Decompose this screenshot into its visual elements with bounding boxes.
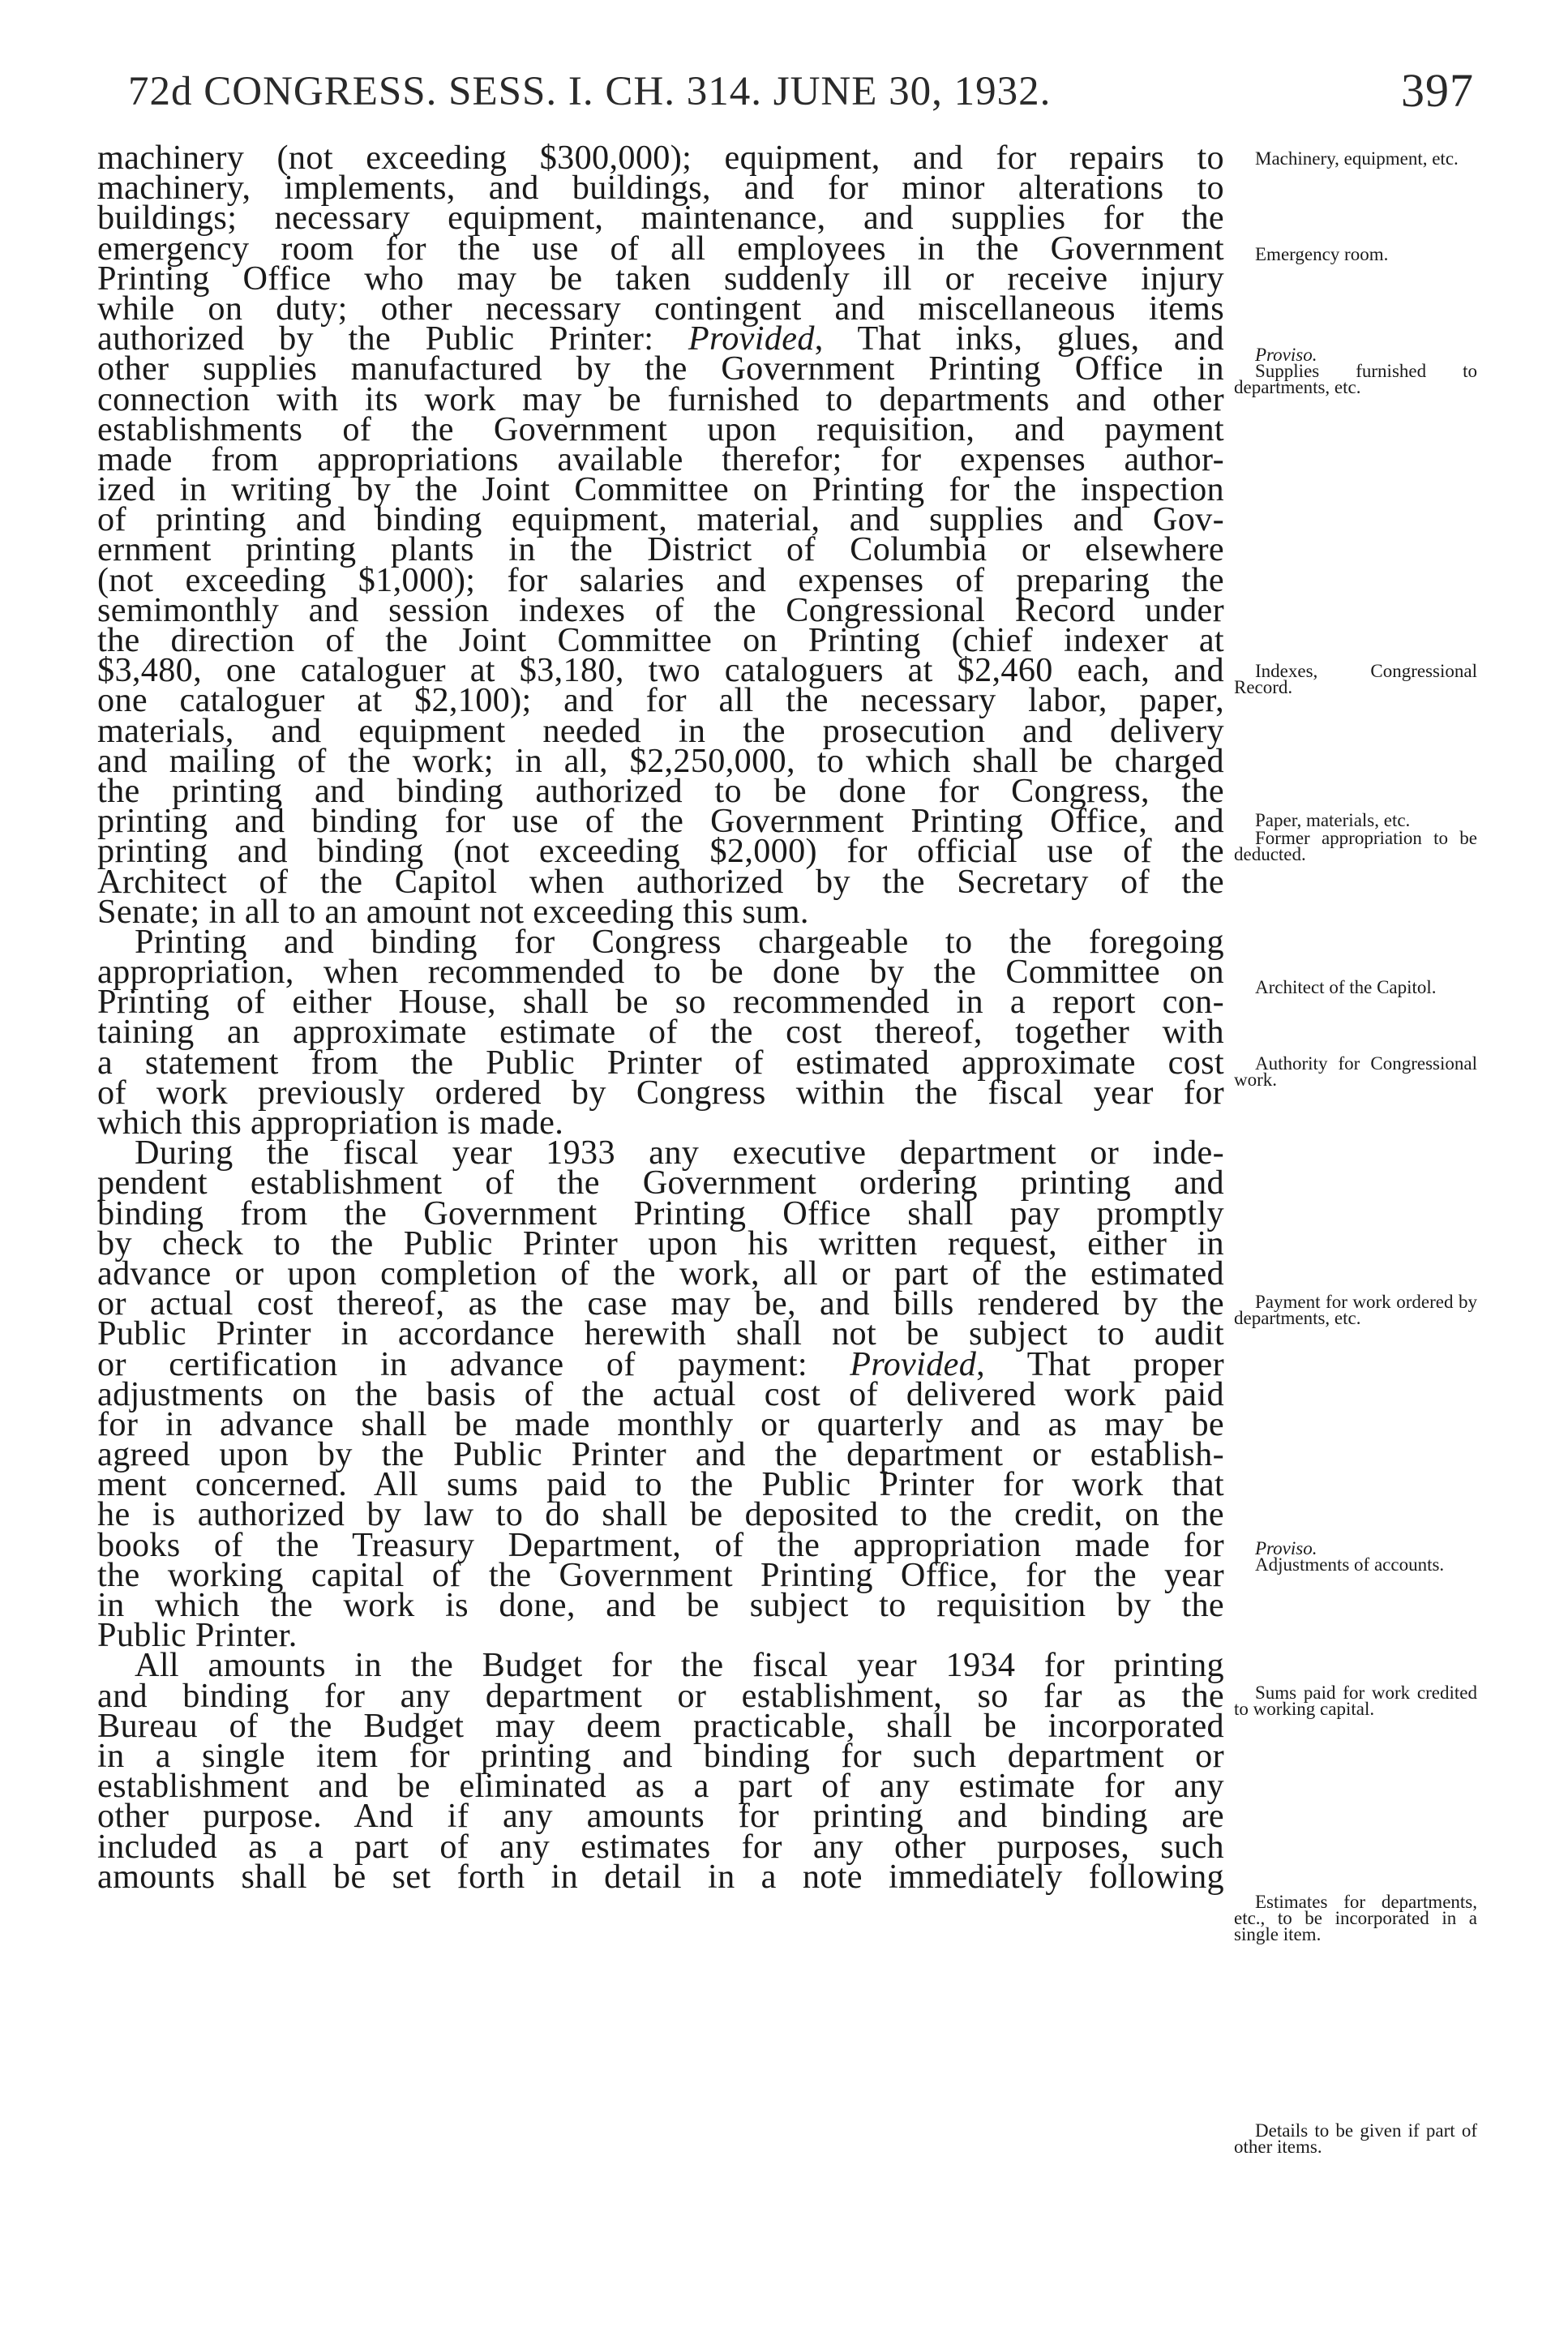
- provided-word: Provided: [688, 319, 815, 358]
- body-text: [97, 139, 1225, 1896]
- provided-word: Provided: [850, 1344, 977, 1383]
- margin-note: [1234, 977, 1477, 997]
- margin-note: [1234, 148, 1477, 169]
- margin-note-text: Details to be given if part of other items.: [1234, 2120, 1477, 2157]
- text-line: machinery, implements, and buildings, and for minor alterations to: [97, 169, 1224, 208]
- text-line: other purpose. And if any amounts for printing and binding are: [97, 1797, 1224, 1836]
- text-line: a statement from the Public Printer of estimated approximate cost: [97, 1043, 1224, 1082]
- margin-note: [1234, 347, 1477, 396]
- text-line: while on duty; other necessary contingent and miscellaneous items: [97, 289, 1224, 328]
- text-line: Printing of either House, shall be so recommended in a report con-: [97, 983, 1224, 1022]
- text-line: Printing and binding for Congress chargeable to the foregoing: [135, 922, 1224, 961]
- text-line: in a single item for printing and binding for such department or: [97, 1736, 1224, 1775]
- margin-note-text: Supplies furnished to departments, etc.: [1234, 361, 1477, 397]
- page-number: 397: [1401, 64, 1474, 117]
- text-line: binding from the Government Printing Office shall pay promptly: [97, 1194, 1224, 1232]
- text-line: of work previously ordered by Congress within the fiscal year for: [97, 1073, 1224, 1112]
- text-line: included as a part of any estimates for any other purposes, such: [97, 1827, 1224, 1866]
- text-line: Architect of the Capitol when authorized by the Secretary of the: [97, 862, 1224, 901]
- margin-note-text: Former appropriation to be deducted.: [1234, 828, 1477, 864]
- text-line: taining an approximate estimate of the cost thereof, together with: [97, 1013, 1224, 1052]
- text-line: for in advance shall be made monthly or quarterly and as may be: [97, 1404, 1224, 1443]
- text-segment: , That proper: [976, 1344, 1224, 1383]
- margin-note: [1234, 1538, 1477, 1575]
- text-line: Printing Office who may be taken suddenly ill or receive injury: [97, 259, 1224, 298]
- margin-note: [1234, 1894, 1477, 1943]
- text-line: adjustments on the basis of the actual cost of delivered work paid: [97, 1374, 1224, 1413]
- margin-note: [1234, 812, 1477, 829]
- margin-note-text: Emergency room.: [1255, 244, 1389, 264]
- text-line: the working capital of the Government Printing Office, for the year: [97, 1555, 1224, 1594]
- text-line: All amounts in the Budget for the fiscal year 1934 for printing: [135, 1646, 1224, 1685]
- margin-note-text: Adjustments of accounts.: [1255, 1554, 1445, 1575]
- margin-note: [1234, 1294, 1477, 1327]
- text-line: advance or upon completion of the work, all or part of the estimated: [97, 1254, 1224, 1292]
- text-line: ment concerned. All sums paid to the Public Printer for work that: [97, 1465, 1224, 1504]
- margin-note-text: Authority for Congressional work.: [1234, 1053, 1477, 1090]
- text-line: pendent establishment of the Government ordering printing and: [97, 1164, 1224, 1202]
- text-line: printing and binding (not exceeding $2,000) for official use of the: [97, 832, 1224, 871]
- text-line: During the fiscal year 1933 any executive department or inde-: [135, 1134, 1224, 1172]
- text-line: agreed upon by the Public Printer and the department or establish-: [97, 1435, 1224, 1474]
- text-line: (not exceeding $1,000); for salaries and expenses of preparing the: [97, 560, 1224, 599]
- margin-note-proviso: Proviso.: [1255, 1538, 1317, 1558]
- text-line: the direction of the Joint Committee on Printing (chief indexer at: [97, 621, 1224, 659]
- text-line: $3,480, one cataloguer at $3,180, two cataloguers at $2,460 each, and: [97, 651, 1224, 690]
- margin-note-text: Estimates for departments, etc., to be incorporated in a single item.: [1234, 1892, 1477, 1944]
- text-line: ized in writing by the Joint Committee on Printing for the inspection: [97, 470, 1224, 509]
- margin-note: [1234, 1053, 1477, 1090]
- text-line: one cataloguer at $2,100); and for all the necessary labor, paper,: [97, 681, 1224, 720]
- text-line: he is authorized by law to do shall be deposited to the credit, on the: [97, 1495, 1224, 1534]
- text-line: buildings; necessary equipment, maintenance, and supplies for the: [97, 199, 1224, 238]
- text-line: of printing and binding equipment, material, and supplies and Gov-: [97, 500, 1224, 539]
- text-line: other supplies manufactured by the Government Printing Office in: [97, 349, 1224, 388]
- text-line: by check to the Public Printer upon his written request, either in: [97, 1224, 1224, 1262]
- text-line: amounts shall be set forth in detail in a note immediately following: [97, 1857, 1224, 1896]
- text-line: printing and binding for use of the Government Printing Office, and: [97, 802, 1224, 841]
- text-line: establishment and be eliminated as a part of any estimate for any: [97, 1767, 1224, 1806]
- running-title: 72d CONGRESS. SESS. I. CH. 314. JUNE 30, 1932.: [128, 69, 1052, 114]
- margin-note: [1234, 663, 1477, 696]
- text-line: emergency room for the use of all employees in the Government: [97, 229, 1224, 268]
- text-line: semimonthly and session indexes of the Congressional Record under: [97, 590, 1224, 629]
- margin-note-proviso: Proviso.: [1255, 345, 1317, 365]
- text-line: in which the work is done, and be subject to requisition by the: [97, 1586, 1224, 1624]
- margin-note: [1234, 830, 1477, 863]
- text-line: made from appropriations available therefor; for expenses author-: [97, 439, 1224, 478]
- margin-note-text: Architect of the Capitol.: [1255, 977, 1437, 997]
- text-segment: or certification in advance of payment:: [97, 1344, 850, 1383]
- text-line: Bureau of the Budget may deem practicable, shall be incorporated: [97, 1706, 1224, 1745]
- text-segment: , That inks, glues, and: [814, 319, 1225, 358]
- text-line: books of the Treasury Department, of the appropriation made for: [97, 1525, 1224, 1564]
- margin-note-text: Payment for work ordered by departments, etc.: [1234, 1292, 1477, 1328]
- running-head: [96, 64, 1474, 133]
- text-line: or actual cost thereof, as the case may be, and bills rendered by the: [97, 1284, 1224, 1323]
- text-line: and mailing of the work; in all, $2,250,000, to which shall be charged: [97, 741, 1224, 780]
- text-line: machinery (not exceeding $300,000); equipment, and for repairs to: [97, 139, 1224, 177]
- text-line: the printing and binding authorized to be done for Congress, the: [97, 771, 1224, 810]
- margin-note: [1234, 1685, 1477, 1717]
- text-line: Senate; in all to an amount not exceeding this sum.: [97, 892, 809, 931]
- text-line: Public Printer in accordance herewith shall not be subject to audit: [97, 1314, 1224, 1353]
- text-line: appropriation, when recommended to be done by the Committee on: [97, 953, 1224, 992]
- margin-note-text: Indexes, Congressional Record.: [1234, 661, 1477, 697]
- text-line: materials, and equipment needed in the prosecution and delivery: [97, 711, 1224, 750]
- margin-note-text: Machinery, equipment, etc.: [1255, 148, 1459, 169]
- margin-note: [1234, 2120, 1477, 2157]
- margin-note-text: Paper, materials, etc.: [1255, 810, 1411, 830]
- text-line: connection with its work may be furnished to departments and other: [97, 379, 1224, 418]
- text-line: which this appropriation is made.: [97, 1104, 564, 1142]
- text-segment: authorized by the Public Printer:: [97, 319, 688, 358]
- text-line: ernment printing plants in the District of Columbia or elsewhere: [97, 530, 1224, 569]
- text-line: establishments of the Government upon requisition, and payment: [97, 409, 1224, 448]
- margin-note: [1234, 246, 1477, 263]
- text-line: Public Printer.: [97, 1616, 298, 1655]
- text-line: and binding for any department or establishment, so far as the: [97, 1676, 1224, 1715]
- margin-note-text: Sums paid for work credited to working capital.: [1234, 1683, 1477, 1719]
